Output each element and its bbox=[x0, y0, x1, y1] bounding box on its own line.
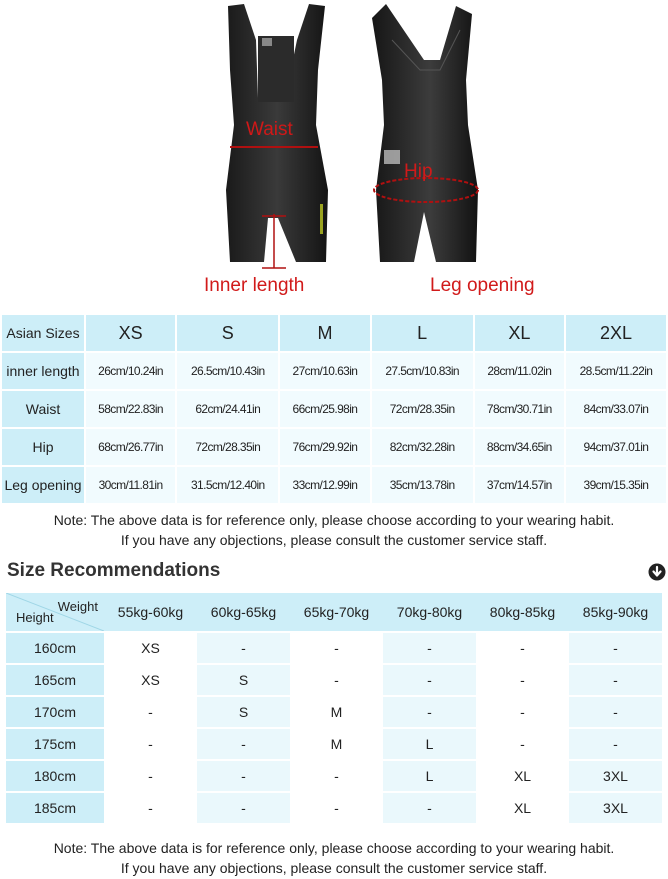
table-row bbox=[6, 664, 662, 696]
reference-note-2 bbox=[0, 838, 668, 878]
table-cell: - bbox=[569, 696, 662, 728]
note-line: Note: The above data is for reference only, please choose according to your wearing habit. bbox=[53, 512, 615, 528]
table-cell: - bbox=[197, 760, 290, 792]
table-cell: 33cm/12.99in bbox=[279, 466, 370, 504]
table-row bbox=[6, 728, 662, 760]
size-2xl: 2XL bbox=[565, 314, 667, 352]
table-cell: XL bbox=[476, 792, 569, 824]
table-cell: - bbox=[569, 664, 662, 696]
height-label: Height bbox=[16, 610, 54, 625]
table-cell: - bbox=[476, 696, 569, 728]
size-chart-table bbox=[0, 313, 668, 505]
table-cell: 37cm/14.57in bbox=[474, 466, 565, 504]
table-cell: 84cm/33.07in bbox=[565, 390, 667, 428]
table-cell: - bbox=[197, 632, 290, 664]
table-cell: 66cm/25.98in bbox=[279, 390, 370, 428]
weight-col: 55kg-60kg bbox=[104, 593, 197, 632]
table-cell: - bbox=[290, 664, 383, 696]
table-row bbox=[1, 428, 667, 466]
table-cell: - bbox=[569, 728, 662, 760]
table-cell: 68cm/26.77in bbox=[85, 428, 176, 466]
table-cell: 72cm/28.35in bbox=[176, 428, 279, 466]
table-cell: 35cm/13.78in bbox=[371, 466, 474, 504]
table-cell: - bbox=[197, 728, 290, 760]
asian-sizes-header: Asian Sizes bbox=[1, 314, 85, 352]
note-line: If you have any objections, please consult the customer service staff. bbox=[120, 532, 548, 548]
table-cell: S bbox=[197, 664, 290, 696]
table-cell: 30cm/11.81in bbox=[85, 466, 176, 504]
table-cell: - bbox=[290, 632, 383, 664]
note-line: Note: The above data is for reference only, please choose according to your wearing habit. bbox=[53, 840, 615, 856]
table-cell: L bbox=[383, 760, 476, 792]
table-cell: - bbox=[104, 760, 197, 792]
table-cell: 27cm/10.63in bbox=[279, 352, 370, 390]
table-cell: - bbox=[104, 728, 197, 760]
table-cell: XS bbox=[104, 632, 197, 664]
height-cell: 180cm bbox=[6, 760, 104, 792]
weight-col: 60kg-65kg bbox=[197, 593, 290, 632]
table-cell: - bbox=[383, 632, 476, 664]
size-xl: XL bbox=[474, 314, 565, 352]
table-cell: - bbox=[383, 664, 476, 696]
weight-height-corner bbox=[6, 593, 104, 632]
table-row bbox=[1, 390, 667, 428]
height-cell: 165cm bbox=[6, 664, 104, 696]
weight-label: Weight bbox=[57, 599, 98, 614]
table-cell: L bbox=[383, 728, 476, 760]
table-cell: - bbox=[104, 792, 197, 824]
table-cell: - bbox=[290, 760, 383, 792]
reference-note-1 bbox=[0, 510, 668, 550]
table-cell: - bbox=[476, 664, 569, 696]
size-recommendation-table bbox=[6, 593, 662, 825]
table-cell: 3XL bbox=[569, 760, 662, 792]
weight-col: 70kg-80kg bbox=[383, 593, 476, 632]
size-m: M bbox=[279, 314, 370, 352]
table-cell: 39cm/15.35in bbox=[565, 466, 667, 504]
table-cell: 26.5cm/10.43in bbox=[176, 352, 279, 390]
note-line: If you have any objections, please consult the customer service staff. bbox=[120, 860, 548, 876]
table-row bbox=[6, 760, 662, 792]
height-cell: 185cm bbox=[6, 792, 104, 824]
waist-label: Waist bbox=[246, 119, 293, 140]
weight-col: 80kg-85kg bbox=[476, 593, 569, 632]
table-row bbox=[6, 632, 662, 664]
height-cell: 160cm bbox=[6, 632, 104, 664]
down-arrow-circle-icon[interactable] bbox=[648, 563, 666, 581]
table-cell: S bbox=[197, 696, 290, 728]
table-cell: 76cm/29.92in bbox=[279, 428, 370, 466]
table-cell: 3XL bbox=[569, 792, 662, 824]
table-cell: XS bbox=[104, 664, 197, 696]
size-s: S bbox=[176, 314, 279, 352]
table-cell: 78cm/30.71in bbox=[474, 390, 565, 428]
row-label: Leg opening bbox=[1, 466, 85, 504]
inner-length-label: Inner length bbox=[204, 275, 305, 296]
back-view bbox=[372, 4, 478, 262]
hip-label: Hip bbox=[404, 161, 433, 182]
table-cell: 88cm/34.65in bbox=[474, 428, 565, 466]
table-cell: 27.5cm/10.83in bbox=[371, 352, 474, 390]
size-xs: XS bbox=[85, 314, 176, 352]
table-row bbox=[6, 792, 662, 824]
table-cell: 28cm/11.02in bbox=[474, 352, 565, 390]
table-cell: - bbox=[569, 632, 662, 664]
table-cell: - bbox=[104, 696, 197, 728]
section-title: Size Recommendations bbox=[7, 560, 221, 581]
product-illustration bbox=[0, 0, 668, 305]
table-cell: - bbox=[476, 728, 569, 760]
table-cell: 94cm/37.01in bbox=[565, 428, 667, 466]
table-cell: 62cm/24.41in bbox=[176, 390, 279, 428]
bib-shorts-illustration bbox=[0, 0, 668, 305]
table-row bbox=[1, 352, 667, 390]
height-cell: 170cm bbox=[6, 696, 104, 728]
weight-header-row bbox=[6, 593, 662, 632]
weight-col: 85kg-90kg bbox=[569, 593, 662, 632]
weight-col: 65kg-70kg bbox=[290, 593, 383, 632]
table-cell: - bbox=[476, 632, 569, 664]
table-cell: - bbox=[290, 792, 383, 824]
table-cell: - bbox=[383, 696, 476, 728]
table-cell: 82cm/32.28in bbox=[371, 428, 474, 466]
row-label: Waist bbox=[1, 390, 85, 428]
row-label: inner length bbox=[1, 352, 85, 390]
size-header-row bbox=[1, 314, 667, 352]
table-cell: - bbox=[197, 792, 290, 824]
leg-opening-label: Leg opening bbox=[430, 275, 535, 296]
table-cell: 72cm/28.35in bbox=[371, 390, 474, 428]
height-cell: 175cm bbox=[6, 728, 104, 760]
table-cell: 28.5cm/11.22in bbox=[565, 352, 667, 390]
table-cell: 58cm/22.83in bbox=[85, 390, 176, 428]
table-cell: - bbox=[383, 792, 476, 824]
table-cell: M bbox=[290, 696, 383, 728]
row-label: Hip bbox=[1, 428, 85, 466]
table-cell: M bbox=[290, 728, 383, 760]
table-cell: 31.5cm/12.40in bbox=[176, 466, 279, 504]
table-cell: XL bbox=[476, 760, 569, 792]
table-cell: 26cm/10.24in bbox=[85, 352, 176, 390]
table-row bbox=[6, 696, 662, 728]
size-l: L bbox=[371, 314, 474, 352]
table-row bbox=[1, 466, 667, 504]
